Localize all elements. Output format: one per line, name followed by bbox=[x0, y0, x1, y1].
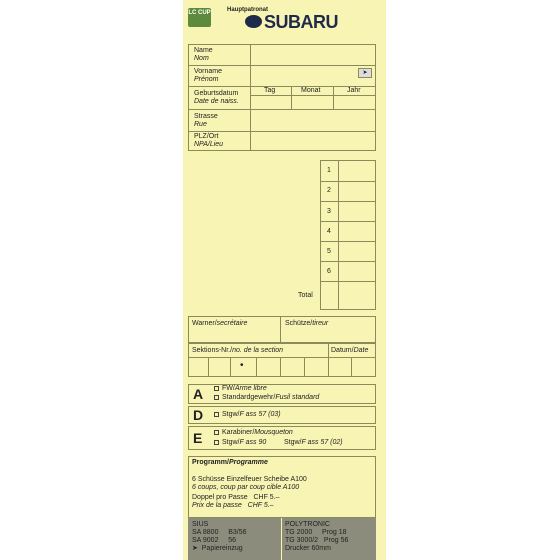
checkbox-icon[interactable] bbox=[214, 430, 219, 435]
birthdate-label: Geburtsdatum bbox=[194, 90, 239, 97]
program-line-1: 6 Schüsse Einzelfeuer Scheibe A100 bbox=[192, 476, 307, 483]
polytronic-row-1: TG 2000 Prog 18 bbox=[285, 529, 347, 536]
street-field[interactable] bbox=[251, 110, 375, 131]
checkbox-icon[interactable] bbox=[214, 395, 219, 400]
category-a-letter: A bbox=[193, 386, 204, 402]
subaru-stars-logo bbox=[245, 15, 262, 28]
birthdate-label-fr: Date de naiss. bbox=[194, 98, 239, 105]
street-label-fr: Rue bbox=[194, 121, 207, 128]
option-stgw-90[interactable]: Stgw/F ass 90 bbox=[214, 439, 266, 447]
sponsor-label: Hauptpatronat bbox=[227, 7, 268, 13]
polytronic-title: POLYTRONIC bbox=[285, 521, 330, 528]
polytronic-row-3: Drucker 60mm bbox=[285, 545, 331, 552]
name-label-fr: Nom bbox=[194, 55, 209, 62]
cup-logo: LC CUP bbox=[188, 8, 211, 27]
city-label: PLZ/Ort bbox=[194, 133, 219, 140]
category-d-letter: D bbox=[193, 407, 204, 423]
sius-title: SIUS bbox=[192, 521, 209, 528]
firstname-label: Vorname bbox=[194, 68, 223, 75]
score-card bbox=[183, 0, 386, 560]
score-row-1-label: 1 bbox=[327, 167, 331, 174]
score-row-3-label: 3 bbox=[327, 208, 331, 215]
option-stgw-57-03[interactable]: Stgw/F ass 57 (03) bbox=[214, 411, 281, 419]
sius-row-1: SA 8800 B3/56 bbox=[192, 529, 247, 536]
month-field[interactable] bbox=[292, 96, 333, 109]
polytronic-row-2: TG 3000/2 Prog 56 bbox=[285, 537, 349, 544]
category-e-letter: E bbox=[193, 430, 203, 446]
separator-dot: • bbox=[240, 360, 244, 371]
checkbox-icon[interactable] bbox=[214, 412, 219, 417]
total-field[interactable] bbox=[339, 282, 375, 309]
program-line-4: Prix de la passe CHF 5.– bbox=[192, 502, 274, 509]
firstname-label-fr: Prénom bbox=[194, 76, 219, 83]
year-label: Jahr bbox=[347, 87, 361, 94]
score-row-5-label: 5 bbox=[327, 248, 331, 255]
city-label-fr: NPA/Lieu bbox=[194, 141, 224, 148]
month-label: Monat bbox=[301, 87, 321, 94]
checkbox-icon[interactable] bbox=[214, 440, 219, 445]
score-row-6-label: 6 bbox=[327, 268, 331, 275]
option-fw[interactable]: FW/Arme libre bbox=[214, 385, 267, 393]
schuetze-label: Schütze/tireur bbox=[285, 320, 329, 327]
year-field[interactable] bbox=[334, 96, 376, 109]
brand-logo: SUBARU bbox=[264, 12, 339, 32]
name-field[interactable] bbox=[251, 45, 375, 65]
city-field[interactable] bbox=[251, 132, 375, 151]
score-row-4-label: 4 bbox=[327, 228, 331, 235]
option-karabiner[interactable]: Karabiner/Mousqueton bbox=[214, 429, 293, 437]
section-label: Sektions-Nr./no. de la section bbox=[192, 347, 284, 354]
day-label: Tag bbox=[264, 87, 276, 94]
sius-row-2: SA 9002 56 bbox=[192, 537, 236, 544]
score-row-2-label: 2 bbox=[327, 187, 331, 194]
option-standard[interactable]: Standardgewehr/Fusil standard bbox=[214, 394, 319, 402]
sius-row-3: ➤ Papiereinzug bbox=[192, 545, 243, 552]
date-label: Datum/Date bbox=[331, 347, 369, 354]
firstname-field[interactable] bbox=[251, 66, 351, 86]
warner-label: Warner/secrétaire bbox=[192, 320, 248, 327]
total-label: Total bbox=[298, 292, 313, 299]
option-stgw-57-02[interactable]: Stgw/F ass 57 (02) bbox=[284, 439, 343, 446]
arrow-button[interactable]: ➤ bbox=[358, 68, 372, 78]
program-title: Programm/Programme bbox=[192, 459, 268, 466]
day-field[interactable] bbox=[251, 96, 291, 109]
street-label: Strasse bbox=[194, 113, 218, 120]
program-line-2: 6 coups, coup par coup cible A100 bbox=[192, 484, 300, 491]
name-label: Name bbox=[194, 47, 213, 54]
checkbox-icon[interactable] bbox=[214, 386, 219, 391]
program-line-3: Doppel pro Passe CHF 5.– bbox=[192, 494, 280, 501]
